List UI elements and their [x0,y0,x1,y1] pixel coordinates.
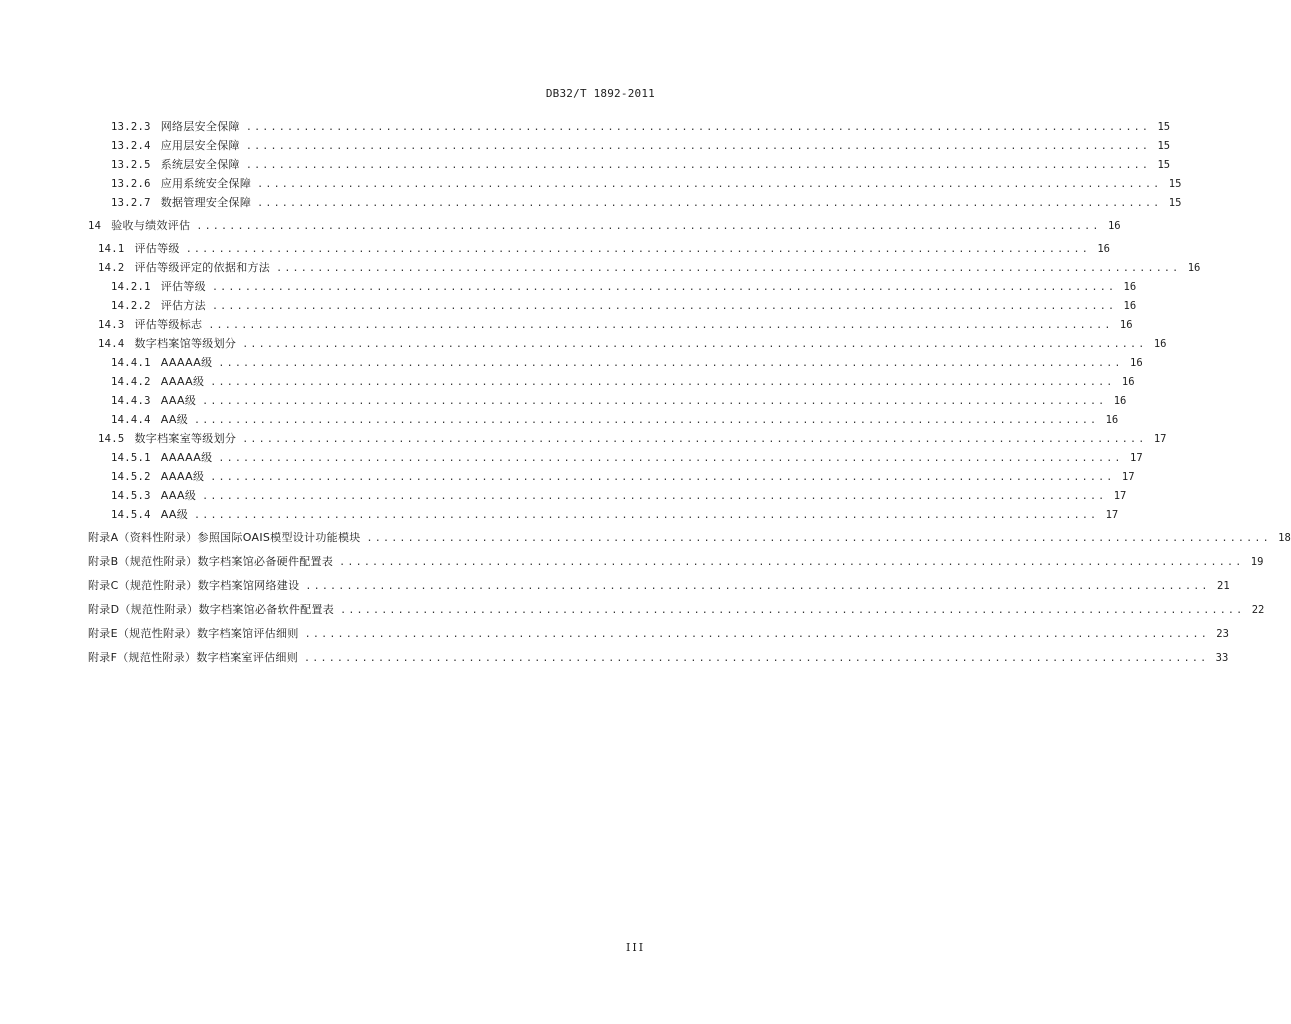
toc-appendix-entry[interactable] [88,555,1264,570]
toc-entry-page: 16 [1130,357,1143,369]
toc-entry[interactable] [98,432,1167,447]
toc-dot-leader: .............................................................................................................. [202,396,1107,407]
toc-entry-number: 14.4.4 [111,414,151,426]
toc-entry-page: 17 [1105,509,1119,521]
toc-dot-leader: .............................................................................................................. [242,434,1147,445]
toc-appendix-entry[interactable] [88,651,1229,666]
toc-entry-number: 13.2.4 [111,140,151,152]
toc-entry-title: 评估等级 [160,280,206,293]
toc-dot-leader: .............................................................................................................. [366,533,1271,544]
toc-entry-number: 14.4.1 [111,357,151,369]
toc-entry-page: 16 [1123,300,1137,312]
toc-dot-leader: .............................................................................................................. [304,653,1209,664]
toc-entry-number: 14.4.3 [111,395,151,407]
toc-entry-title: AAAA级 [160,375,205,388]
toc-entry-page: 23 [1216,628,1229,640]
toc-entry-page: 16 [1097,243,1110,255]
toc-entry[interactable] [111,489,1127,504]
toc-appendix-label: 附录D（规范性附录） [88,603,199,616]
toc-entry[interactable] [111,508,1119,523]
toc-entry-title: AAA级 [160,394,197,407]
toc-entry-title: 评估等级标志 [134,318,203,331]
toc-entry-number: 14.2.2 [111,300,151,312]
toc-dot-leader: .............................................................................................................. [245,160,1151,171]
toc-entry-page: 15 [1157,140,1171,152]
toc-entry-number: 14.5.2 [111,471,151,483]
toc-dot-leader: .............................................................................................................. [185,244,1090,255]
toc-entry-page: 15 [1168,178,1182,190]
toc-entry-title: 参照国际OAIS模型设计功能模块 [197,531,361,544]
toc-entry-page: 15 [1157,121,1171,133]
toc-entry-page: 33 [1215,652,1229,664]
page-number: III [626,941,646,954]
toc-entry[interactable] [111,356,1143,371]
document-code: DB32/T 1892-2011 [545,87,655,100]
toc-dot-leader: .............................................................................................................. [218,358,1123,369]
toc-appendix-label: 附录E（规范性附录） [88,627,197,640]
toc-entry-number: 14.4.2 [111,376,151,388]
toc-entry-page: 21 [1217,580,1230,592]
toc-entry-page: 17 [1130,452,1143,464]
toc-entry-title: 评估等级 [134,242,180,255]
toc-entry[interactable] [111,299,1137,314]
toc-entry-number: 14.5 [98,433,125,445]
toc-entry-page: 18 [1278,532,1291,544]
toc-entry[interactable] [111,470,1135,485]
toc-dot-leader: .............................................................................................................. [211,301,1117,312]
toc-entry-number: 14 [88,220,102,232]
toc-entry-number: 13.2.5 [111,159,151,171]
toc-dot-leader: .............................................................................................................. [245,141,1151,152]
toc-dot-leader: .............................................................................................................. [210,377,1115,388]
toc-entry-number: 14.5.4 [111,509,151,521]
toc-dot-leader: .............................................................................................................. [208,320,1113,331]
toc-entry-page: 19 [1250,556,1264,568]
toc-entry-page: 15 [1157,159,1171,171]
toc-entry-number: 14.1 [98,243,125,255]
toc-entry-number: 14.5.1 [111,452,151,464]
toc-dot-leader: .............................................................................................................. [194,415,1099,426]
toc-appendix-label: 附录B（规范性附录） [88,555,198,568]
toc-entry[interactable] [111,451,1143,466]
toc-entry-title: AAAAA级 [160,451,213,464]
toc-appendix-entry[interactable] [88,627,1229,642]
toc-entry-title: AAAA级 [160,470,205,483]
toc-entry-page: 16 [1113,395,1127,407]
toc-entry[interactable] [111,413,1119,428]
toc-dot-leader: .............................................................................................................. [202,491,1107,502]
toc-entry-number: 13.2.6 [111,178,151,190]
toc-entry-title: 评估等级评定的依据和方法 [134,261,271,274]
toc-entry[interactable] [111,158,1171,173]
toc-entry-page: 22 [1251,604,1265,616]
toc-entry[interactable] [111,196,1182,211]
toc-dot-leader: .............................................................................................................. [194,510,1099,521]
toc-entry-page: 16 [1187,262,1201,274]
toc-entry[interactable] [111,375,1135,390]
toc-entry-title: 数字档案馆等级划分 [134,337,237,350]
toc-entry[interactable] [111,394,1127,409]
toc-dot-leader: .............................................................................................................. [210,472,1115,483]
toc-appendix-label: 附录C（规范性附录） [88,579,198,592]
toc-dot-leader: .............................................................................................................. [211,282,1117,293]
toc-entry-title: 数据管理安全保障 [160,196,252,209]
toc-entry[interactable] [98,337,1167,352]
toc-entry-title: 数字档案馆评估细则 [196,627,299,640]
toc-entry-number: 13.2.3 [111,121,151,133]
toc-entry-page: 16 [1107,220,1121,232]
toc-entry-title: 网络层安全保障 [160,120,240,133]
toc-entry[interactable] [98,318,1133,333]
toc-entry-title: 数字档案馆必备软件配置表 [198,603,335,616]
toc-entry[interactable] [111,139,1171,154]
toc-dot-leader: .............................................................................................................. [242,339,1147,350]
toc-entry-title: 数字档案室评估细则 [196,651,299,664]
toc-dot-leader: .............................................................................................................. [304,629,1209,640]
toc-entry-number: 14.2.1 [111,281,151,293]
toc-entry-title: 应用层安全保障 [160,139,240,152]
toc-entry-title: AAA级 [160,489,197,502]
toc-entry-title: AA级 [160,508,188,521]
toc-entry-title: 评估方法 [160,299,206,312]
toc-entry[interactable] [111,177,1182,192]
toc-entry-title: 系统层安全保障 [160,158,240,171]
toc-entry-title: 数字档案室等级划分 [134,432,237,445]
toc-entry-title: 数字档案馆必备硬件配置表 [197,555,334,568]
toc-dot-leader: .............................................................................................................. [339,557,1244,568]
toc-entry[interactable] [111,120,1171,135]
toc-entry-page: 17 [1121,471,1135,483]
toc-appendix-entry[interactable] [88,603,1265,618]
toc-dot-leader: .............................................................................................................. [218,453,1123,464]
toc-entry[interactable] [98,261,1201,276]
toc-entry-title: 数字档案馆网络建设 [197,579,300,592]
toc-entry-title: AAAAA级 [160,356,213,369]
toc-entry-page: 16 [1123,281,1137,293]
toc-entry[interactable] [111,280,1137,295]
toc-entry-number: 14.2 [98,262,125,274]
toc-entry-page: 17 [1113,490,1127,502]
toc-entry-number: 14.3 [98,319,125,331]
toc-entry-number: 14.4 [98,338,125,350]
toc-dot-leader: .............................................................................................................. [257,179,1162,190]
toc-dot-leader: .............................................................................................................. [340,605,1245,616]
toc-dot-leader: .............................................................................................................. [196,221,1101,232]
toc-dot-leader: .............................................................................................................. [245,122,1151,133]
toc-entry-page: 16 [1105,414,1119,426]
toc-entry-title: 应用系统安全保障 [160,177,252,190]
toc-entry[interactable] [98,242,1110,257]
toc-dot-leader: .............................................................................................................. [305,581,1210,592]
toc-entry-page: 16 [1119,319,1133,331]
toc-entry-page: 16 [1121,376,1135,388]
toc-entry-number: 13.2.7 [111,197,151,209]
toc-entry-page: 16 [1153,338,1167,350]
toc-appendix-entry[interactable] [88,579,1230,594]
toc-entry-title: AA级 [160,413,188,426]
toc-appendix-label: 附录A（资料性附录） [88,531,198,544]
toc-entry-page: 15 [1168,197,1182,209]
toc-dot-leader: .............................................................................................................. [276,263,1181,274]
toc-entry-number: 14.5.3 [111,490,151,502]
toc-dot-leader: .............................................................................................................. [257,198,1162,209]
toc-appendix-entry[interactable] [88,531,1291,546]
toc-entry-page: 17 [1153,433,1167,445]
toc-entry-title: 验收与绩效评估 [111,219,191,232]
toc-entry[interactable] [88,219,1121,234]
toc-appendix-label: 附录F（规范性附录） [88,651,197,664]
